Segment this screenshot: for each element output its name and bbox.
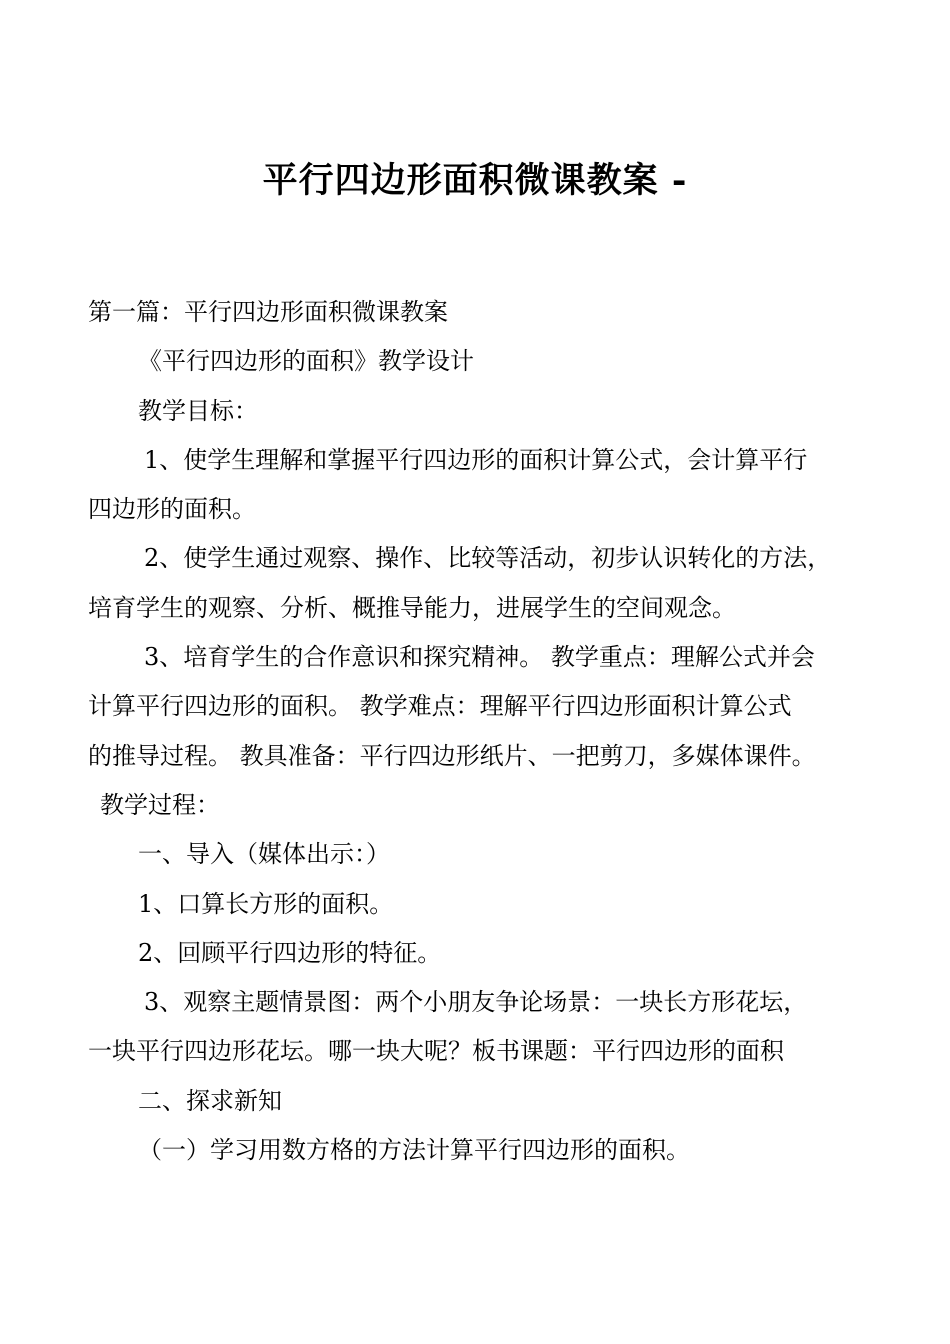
text-line: 培育学生的观察、分析、概推导能力，进展学生的空间观念。 xyxy=(88,593,736,622)
text-line: 《平行四边形的面积》教学设计 xyxy=(138,347,474,376)
text-line: 四边形的面积。 xyxy=(88,495,256,524)
text-line: 1、使学生理解和掌握平行四边形的面积计算公式，会计算平行 xyxy=(144,445,808,474)
document-body xyxy=(88,288,888,1175)
text-line: 2、使学生通过观察、操作、比较等活动，初步认识转化的方法， xyxy=(144,544,832,573)
text-line: （一）学习用数方格的方法计算平行四边形的面积。 xyxy=(138,1136,690,1165)
text-line: 一块平行四边形花坛。哪一块大呢？板书课题：平行四边形的面积 xyxy=(88,1037,784,1066)
document-title: 平行四边形面积微课教案 - xyxy=(262,160,688,201)
text-line: 的推导过程。 教具准备：平行四边形纸片、一把剪刀，多媒体课件。 xyxy=(88,741,816,770)
text-line: 3、培育学生的合作意识和探究精神。 教学重点：理解公式并会 xyxy=(144,643,815,672)
text-line: 计算平行四边形的面积。 教学难点：理解平行四边形面积计算公式 xyxy=(88,692,792,721)
text-line: 2、回顾平行四边形的特征。 xyxy=(138,938,442,967)
text-line: 一、导入（媒体出示：） xyxy=(138,840,390,869)
text-line: 教学目标： xyxy=(138,396,258,425)
text-line: 二、探求新知 xyxy=(138,1086,282,1115)
text-line: 第一篇：平行四边形面积微课教案 xyxy=(88,298,448,326)
text-line: 3、观察主题情景图：两个小朋友争论场景：一块长方形花坛， xyxy=(144,988,808,1017)
text-line: 教学过程： xyxy=(100,790,220,819)
text-line: 1、口算长方形的面积。 xyxy=(138,889,394,918)
